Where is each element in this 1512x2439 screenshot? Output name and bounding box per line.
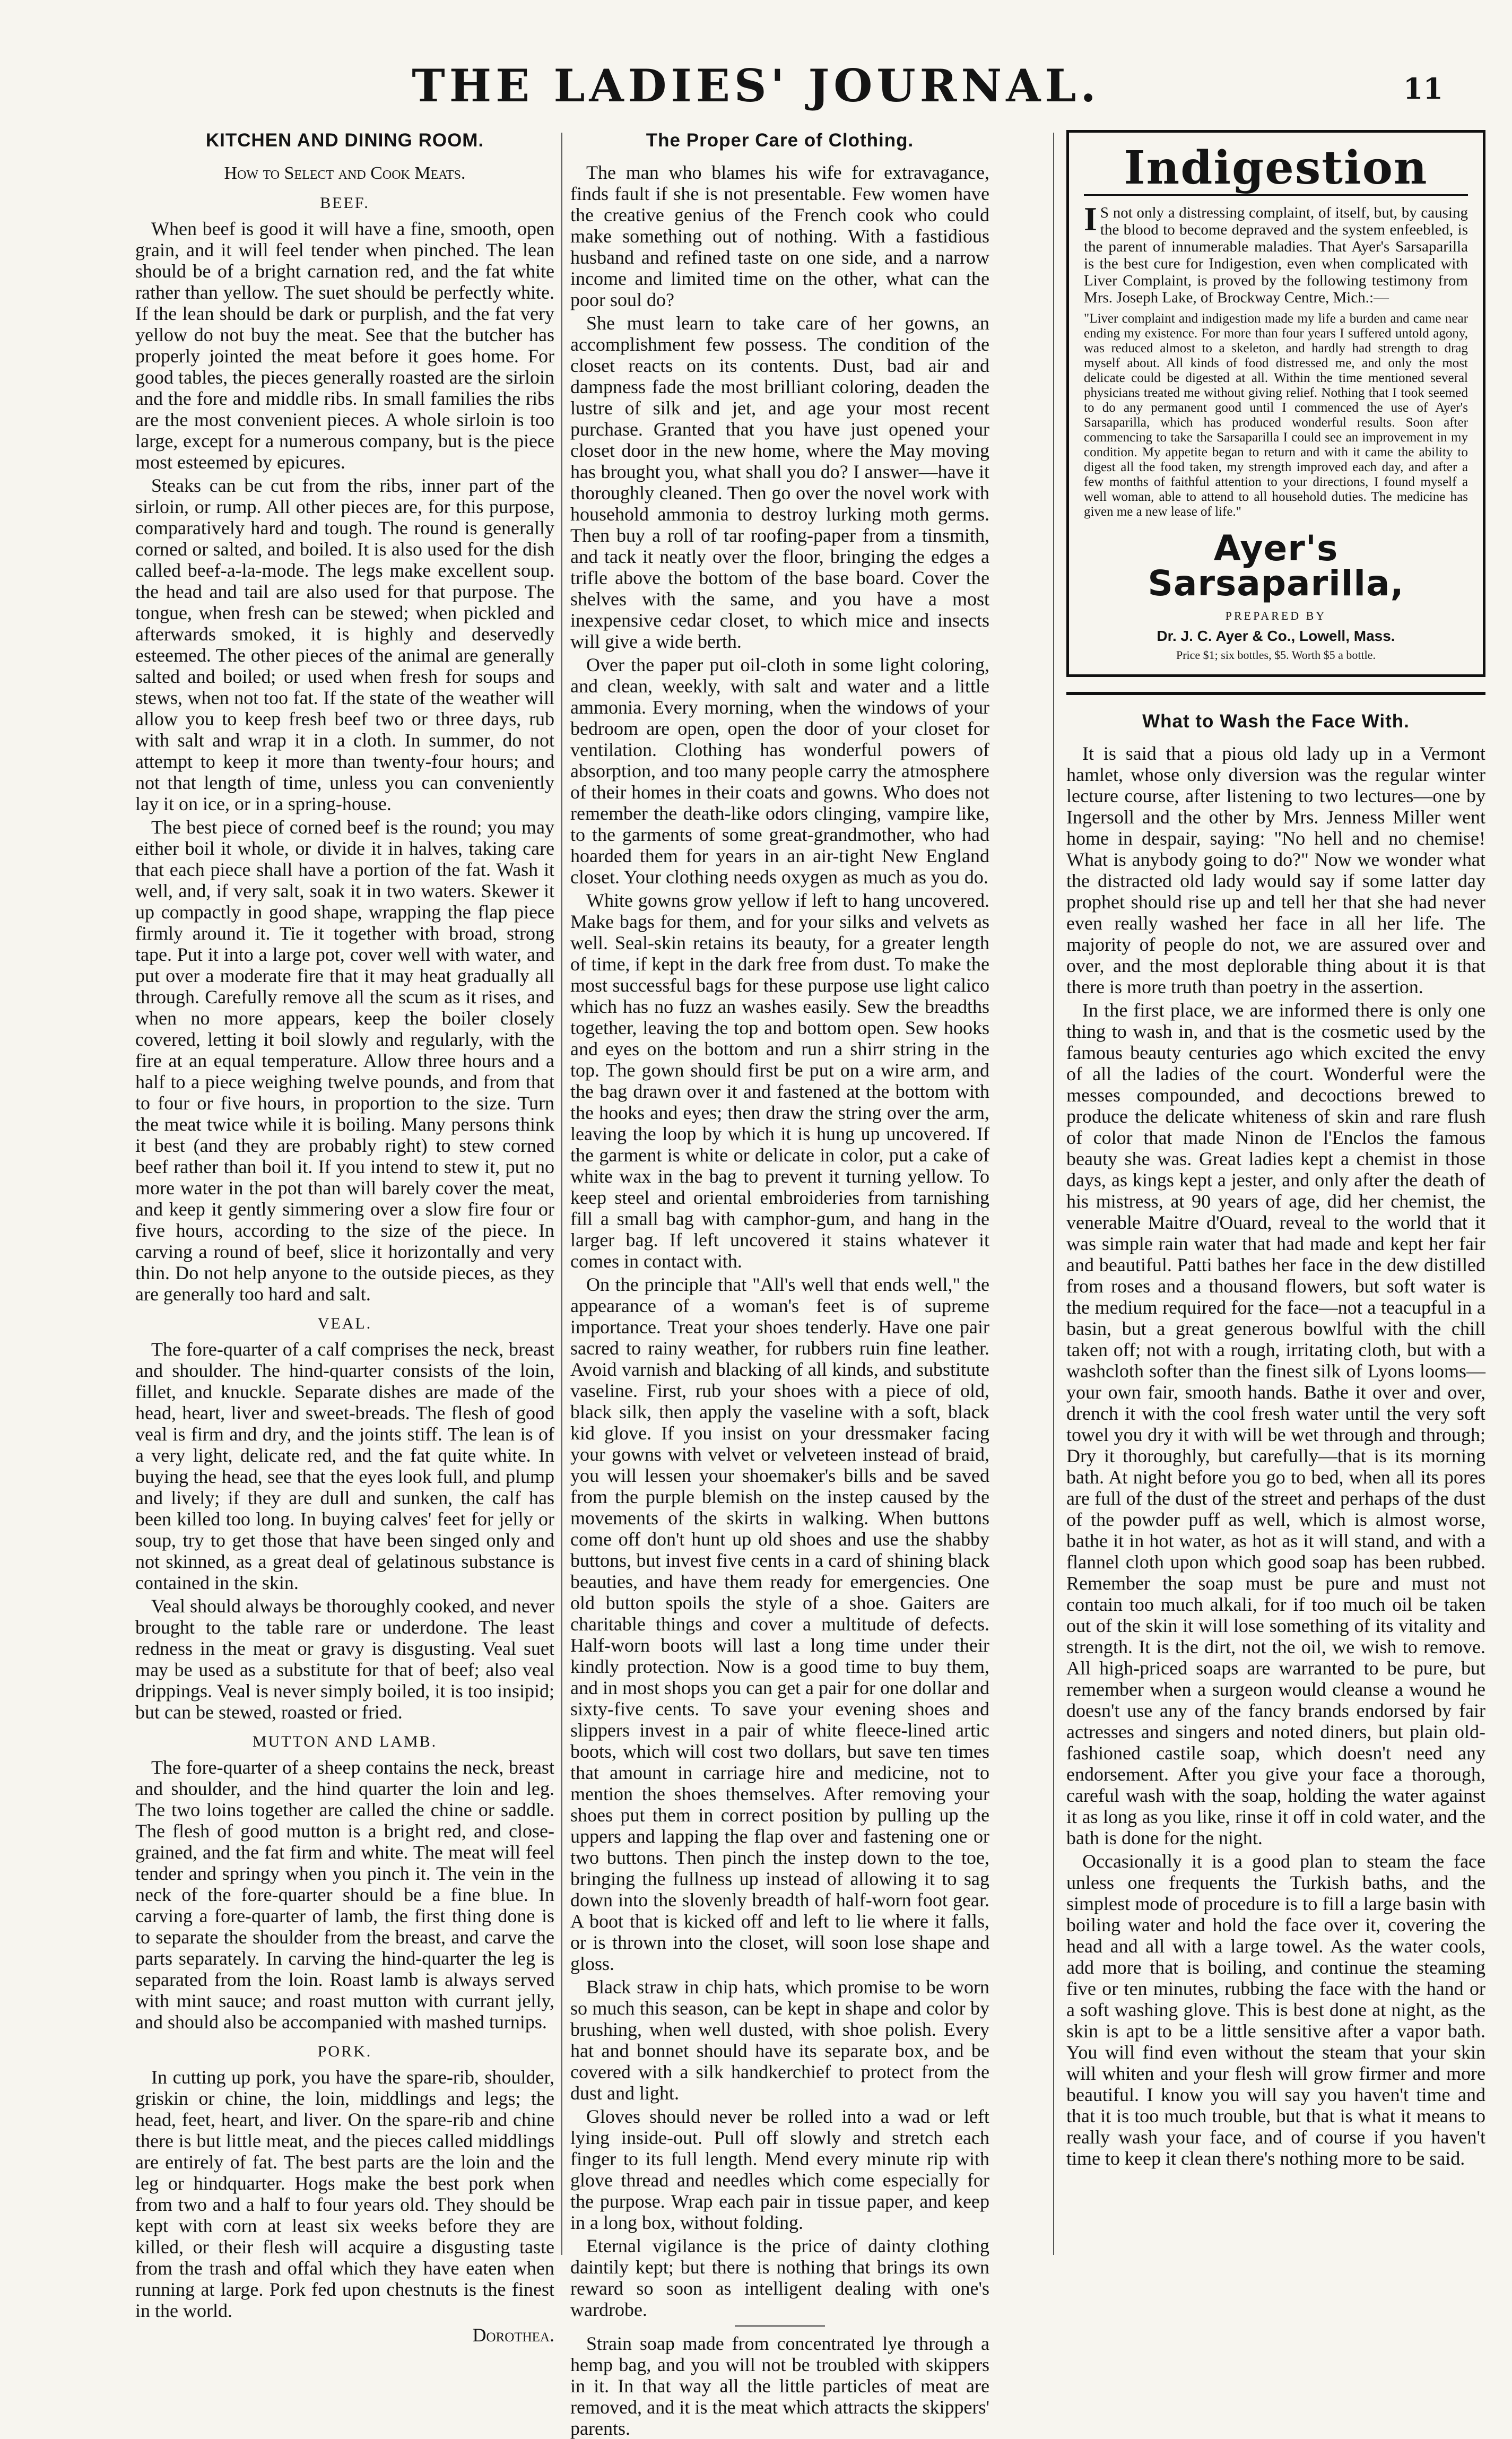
paragraph: When beef is good it will have a fine, smooth, open grain, and it will feel tender when pinched. The lean should be of a bright carnation red, and the fat white rather than yellow. The suet should be perfectly white. If the lean should be dark or purplish, and the fat very yellow do not buy the meat. See that the butcher has properly jointed the meat before it goes home. For good tables, the pieces generally roasted are the sirloin and the fore and middle ribs. In small families the ribs are the most convenient pieces. A whole sirloin is too large, except for a numerous company, but is the piece most esteemed by epicures. (135, 218, 554, 473)
ad-body-text: S not only a distressing complaint, of itself, but, by causing the blood to become depraved and the system enfeebled, is the parent of innumerable maladies. That Ayer's Sarsaparilla is the best cure for Indigestion, even when complicated with Liver Complaint, is proved by the following testimony from Mrs. Joseph Lake, of Brockway Centre, Mich.:— (1084, 204, 1468, 306)
ad-brand-name: Ayer's Sarsaparilla, (1148, 528, 1404, 604)
paragraph: On the principle that "All's well that ends well," the appearance of a woman's feet is of supreme importance. Treat your shoes tenderly. Have one pair sacred to rainy weather, for rubbers ruin fine leather. Avoid varnish and blacking of all kinds, and substitute vaseline. First, rub your shoes with a piece of old, black silk, then apply the vaseline with a soft, black kid glove. If you insist on your dressmaker facing your gowns with velvet or velveteen instead of braid, you will lessen your shoemaker's bills and be saved from the purple blemish on the instep caused by the movements of the skirts in walking. When buttons come off don't hunt up old shoes and use the shabby buttons, but invest five cents in a card of shining black beauties, and have them ready for emergencies. One old button spoils the style of a shoe. Gaiters are charitable things and cover a multitude of defects. Half-worn boots will last a long time under their kindly protection. Now is a good time to buy them, and in most shops you can get a pair for one dollar and sixty-five cents. To save your evening shoes and slippers invest in a pair of white fleece-lined artic boots, which will cost two dollars, but save ten times that amount in carriage hire and medicine, not to mention the shoes themselves. After removing your shoes put them in correct position by pulling up the uppers and lapping the flap over and fastening one or two buttons. Then pinch the instep down to the toe, bringing the fullness up instead of allowing it to sag down into the slovenly breadth of half-worn foot gear. A boot that is kicked off and left to lie where it falls, or is thrown into the closet, will soon lose shape and gloss. (570, 1274, 989, 1974)
paragraph: Steaks can be cut from the ribs, inner part of the sirloin, or rump. All other pieces are, for this purpose, comparatively hard and tough. The round is generally corned or salted, and boiled. It is also used for the dish called beef-a-la-mode. The legs make excellent soup. the head and tail are also used for that purpose. The tongue, when fresh can be stewed; when pickled and afterwards smoked, it is highly and deservedly esteemed. The other pieces of the animal are generally salted and boiled; or used when fresh for soups and stews, when not too fat. If the state of the weather will allow you to keep fresh beef two or three days, rub with salt and wrap it in a cloth. In summer, do not attempt to keep it more than twenty-four hours; and not that length of time, unless you can conveniently lay it on ice, or in a spring-house. (135, 475, 554, 814)
paragraph: Over the paper put oil-cloth in some light coloring, and clean, weekly, with salt and water and a little ammonia. Every morning, when the windows of your bedroom are open, open the door of your closet for ventilation. Clothing has wonderful powers of absorption, and too many people carry the atmosphere of their homes in their coats and gowns. Who does not remember the death-like odors clinging, vampire like, to the garments of some great-grandmother, who had hoarded them for years in an air-tight New England closet. Your clothing needs oxygen as much as you do. (570, 654, 989, 888)
masthead (0, 0, 1512, 130)
paragraph: Veal should always be thoroughly cooked, and never brought to the table rare or underdone. The least redness in the meat or gravy is disgusting. Veal suet may be used as a substitute for that of beef; also veal drippings. Veal is never simply boiled, it is too insipid; but can be stewed, roasted or fried. (135, 1595, 554, 1723)
section-subhead: PORK. (317, 2043, 372, 2060)
paragraph: The fore-quarter of a calf comprises the neck, breast and shoulder. The hind-quarter consists of the loin, fillet, and knuckle. Separate dishes are made of the head, heart, liver and sweet-breads. The flesh of good veal is firm and dry, and the joints stiff. The lean is of a very light, delicate red, and the fat quite white. In buying the head, see that the eyes look full, and plump and lively; if they are dull and sunken, the calf has been killed too long. In buying calves' feet for jelly or soup, try to get those that have been singed only and not skinned, as a great deal of gelatinous substance is contained in the skin. (135, 1339, 554, 1593)
article-heading: KITCHEN AND DINING ROOM. (205, 130, 484, 151)
ad-rule (1066, 692, 1485, 695)
paragraph: Strain soap made from concentrated lye through a hemp bag, and you will not be troubled with skippers in it. In that way all the little particles of meat are removed, and it is the meat which attracts the skippers' parents. (570, 2333, 989, 2439)
article-heading: The Proper Care of Clothing. (646, 130, 914, 151)
kitchen-column (135, 130, 554, 2346)
advertisement-box (1066, 130, 1485, 677)
author-signature: Dorothea. (472, 2324, 554, 2346)
paragraph: White gowns grow yellow if left to hang uncovered. Make bags for them, and for your silks and velvets as well. Seal-skin retains its beauty, for a greater length of time, if kept in the dark free from dust. To make the most successful bags for these purpose use light calico which has no fuzz an washes easily. Sew the breadths together, leaving the top and bottom open. Sew hooks and eyes on the bottom and run a shirr string in the top. The gown should first be put on a wire arm, and the bag drawn over it and fastened at the bottom with the hooks and eyes; then draw the string over the arm, leaving the loop by which it is hung up uncovered. If the garment is white or delicate in color, put a cake of white wax in the bag to prevent it turning yellow. To keep steel and oriental embroideries from tarnishing fill a small bag with camphor-gum, and hang in the larger bag. If left uncovered it stains whatever it comes in contact with. (570, 890, 989, 1272)
section-subhead: MUTTON AND LAMB. (252, 1733, 438, 1750)
article-kicker: How to Select and Cook Meats. (224, 163, 466, 183)
ad-maker: Dr. J. C. Ayer & Co., Lowell, Mass. (1157, 628, 1395, 644)
article-heading: What to Wash the Face With. (1142, 711, 1410, 732)
section-subhead: BEEF. (320, 194, 370, 212)
paragraph: Gloves should never be rolled into a wad or left lying inside-out. Pull off slowly and stretch each finger to its full length. Mend every minute rip with glove thread and needles which come especially for the purpose. Wrap each pair in tissue paper, and keep in a long box, without folding. (570, 2106, 989, 2233)
paragraph: Occasionally it is a good plan to steam the face unless one frequents the Turkish baths, and the simplest mode of procedure is to fill a large basin with boiling water and hold the face over it, covering the head and all with a large towel. As the water cools, add more that is boiling, and continue the steaming five or ten minutes, rubbing the face with the hand or a soft washing glove. This is best done at night, as the skin is apt to be a little sensitive after a vapor bath. You will find even without the steam that your skin will whiten and your flesh will grow firmer and more beautiful. I know you will say you haven't time and that it is too much trouble, but that is what it means to really wash your face, and of course if you haven't time to keep it clean there's nothing more to be said. (1066, 1851, 1485, 2169)
paragraph: It is said that a pious old lady up in a Vermont hamlet, whose only diversion was the regular winter lecture course, after listening to two lectures—one by Ingersoll and the other by Mrs. Jenness Miller went home in despair, saying: "No hell and no chemise! What is anybody going to do?" Now we wonder what the distracted old lady would say if some latter day prophet should rise up and tell her that she had never even really washed her face in all her life. The majority of people do not, we are assured over and over, and the most deplorable thing about it is that there is more truth than poetry in the assertion. (1066, 743, 1485, 997)
paragraph: Eternal vigilance is the price of dainty clothing daintily kept; but there is nothing that brings its own reward so soon as intelligent dealing with one's wardrobe. (570, 2235, 989, 2320)
section-subhead: VEAL. (317, 1315, 372, 1332)
paragraph: In the first place, we are informed there is only one thing to wash in, and that is the cosmetic used by the famous beauty centuries ago which excited the envy of all the ladies of the court. Wonderful were the messes compounded, and decoctions brewed to produce the delicate whiteness of skin and rare flush of color that made Ninon de l'Enclos the famous beauty she was. Great ladies kept a chemist in those days, as kings kept a jester, and only after the death of his mistress, at 90 years of age, did her chemist, the venerable Maitre d'Ouard, reveal to the world that it was simple rain water that had made and kept her fair and beautiful. Patti bathes her face in the dew distilled from roses and a thousand flowers, but soft water is the medium required for the face—not a teacupful in a basin, but a great generous bowlful with the chill taken off; not with a rough, irritating cloth, but with a washcloth softer than the finest silk of Lyons looms—your own fair, smooth hands. Bathe it over and over, drench it with the cool fresh water until the very soft towel you dry it with will be wet through and through; Dry it thoroughly, but carefully—that is its morning bath. At night before you go to bed, when all its pores are full of the dust of the street and perhaps of the dust of the powder puff as well, which is almost worse, bathe it in hot water, as hot as it will stand, and with a flannel cloth upon which good soap has been rubbed. Remember the soap must be pure and must not contain too much alkali, for if too much oil be taken out of the skin it will lose something of its vitality and strength. It is the dirt, not the oil, we wish to remove. All high-priced soaps are warranted to be pure, but remember when a surgeon would cleanse a wound he doesn't use any of the fancy brands endorsed by fair actresses and singers and noted diners, but plain old-fashioned castile soap, which doesn't need any endorsement. After you give your face a thorough, careful wash with the soap, holding the water against it as long as you like, rinse it off in cold water, and the bath is done for the night. (1066, 1000, 1485, 1848)
ad-body (1084, 200, 1468, 519)
column-rule (1053, 133, 1054, 2255)
section-divider (735, 2325, 825, 2327)
clothing-column (570, 130, 989, 2439)
column-rule (561, 133, 562, 2255)
ad-headline: Indigestion (1084, 145, 1468, 196)
newspaper-title: THE LADIES' JOURNAL. (412, 59, 1100, 112)
paragraph: The fore-quarter of a sheep contains the neck, breast and shoulder, and the hind quarter the loin and leg. The two loins together are called the chine or saddle. The flesh of good mutton is a bright red, and close-grained, and the fat firm and white. The meat will feel tender and springy when you pinch it. The vein in the neck of the fore-quarter should be a fine blue. In carving a fore-quarter of lamb, the first thing done is to separate the shoulder from the breast, and carve the parts separately. In carving the hind-quarter the leg is separated from the loin. Roast lamb is always served with mint sauce; and roast mutton with currant jelly, and should also be accompanied with mashed turnips. (135, 1757, 554, 2033)
paragraph: The man who blames his wife for extravagance, finds fault if she is not presentable. Few women have the creative genius of the French cook who could make something out of nothing. With a fastidious husband and refined taste on one side, and a narrow income and limited time on the other, what can the poor soul do? (570, 162, 989, 310)
page-number: 11 (1403, 72, 1443, 106)
ad-testimony: "Liver complaint and indigestion made my life a burden and came near ending my existence. For more than four years I suffered untold agony, was reduced almost to a skeleton, and hardly had strength to drag myself about. All kinds of food distressed me, and only the most delicate could be digested at all. Within the time mentioned several physicians treated me without giving relief. Nothing that I took seemed to do any permanent good until I commenced the use of Ayer's Sarsaparilla, which has produced wonderful results. Soon after commencing to take the Sarsaparilla I could see an improvement in my condition. My appetite began to return and with it came the ability to digest all the food taken, my strength improved each day, and after a few months of faithful attention to your directions, I found myself a well woman, able to attend to all household duties. The medicine has given me a new lease of life." (1084, 311, 1468, 519)
paragraph: In cutting up pork, you have the spare-rib, shoulder, griskin or chine, the loin, middlings and legs; the head, feet, heart, and liver. On the spare-rib and chine there is but little meat, and the pieces called middlings are entirely of fat. The best parts are the loin and the leg or hindquarter. Hogs make the best pork when from two and a half to four years old. They should be kept with corn at least six weeks before they are killed, or their flesh will acquire a disgusting taste from the trash and offal which they have eaten when running at large. Pork fed upon chestnuts is the finest in the world. (135, 2067, 554, 2321)
paragraph: The best piece of corned beef is the round; you may either boil it whole, or divide it in halves, taking care that each piece shall have a portion of the fat. Wash it well, and, if very salt, soak it in two waters. Skewer it up compactly in good shape, wrapping the flap piece firmly around it. Tie it together with broad, strong tape. Put it into a large pot, cover well with water, and put over a moderate fire that it may heat gradually all through. Carefully remove all the scum as it rises, and when no more appears, keep the boiler closely covered, letting it boil slowly and regularly, with the fire at an equal temperature. Allow three hours and a half to a piece weighing twelve pounds, and from that to four or five hours, in proportion to the size. Turn the meat twice while it is boiling. Many persons think it best (and they are probably right) to stew corned beef rather than boil it. If you intend to stew it, put no more water in the pot than will barely cover the meat, and keep it gently simmering over a slow fire four or five hours, according to the size of the piece. In carving a round of beef, slice it horizontally and very thin. Do not help anyone to the outside pieces, as they are generally too hard and salt. (135, 817, 554, 1305)
ad-prepared-by: PREPARED BY (1225, 609, 1327, 622)
paragraph: She must learn to take care of her gowns, an accomplishment few possess. The condition of the closet reacts on its contents. Dust, bad air and dampness fade the most brilliant coloring, deaden the lustre of silk and jet, and age your most recent purchase. Granted that you have just opened your closet door in the new home, where the May moving has brought you, what shall you do? I answer—have it thoroughly cleaned. Then go over the novel work with household ammonia to destroy lurking moth germs. Then buy a roll of tar roofing-paper from a tinsmith, and tack it neatly over the floor, bringing the edges a trifle above the bottom of the base board. Cover the shelves with the same, and you have a most inexpensive cedar closet, to which mice and insects will give a wide berth. (570, 313, 989, 652)
drop-cap: I (1084, 200, 1097, 238)
ad-price: Price $1; six bottles, $5. Worth $5 a bottle. (1176, 648, 1376, 662)
right-column (1066, 130, 1485, 2295)
paragraph: Black straw in chip hats, which promise to be worn so much this season, can be kept in shape and color by brushing, when well dusted, with shoe polish. Every hat and bonnet should have its separate box, and be covered with a silk handkerchief to protect from the dust and light. (570, 1976, 989, 2104)
